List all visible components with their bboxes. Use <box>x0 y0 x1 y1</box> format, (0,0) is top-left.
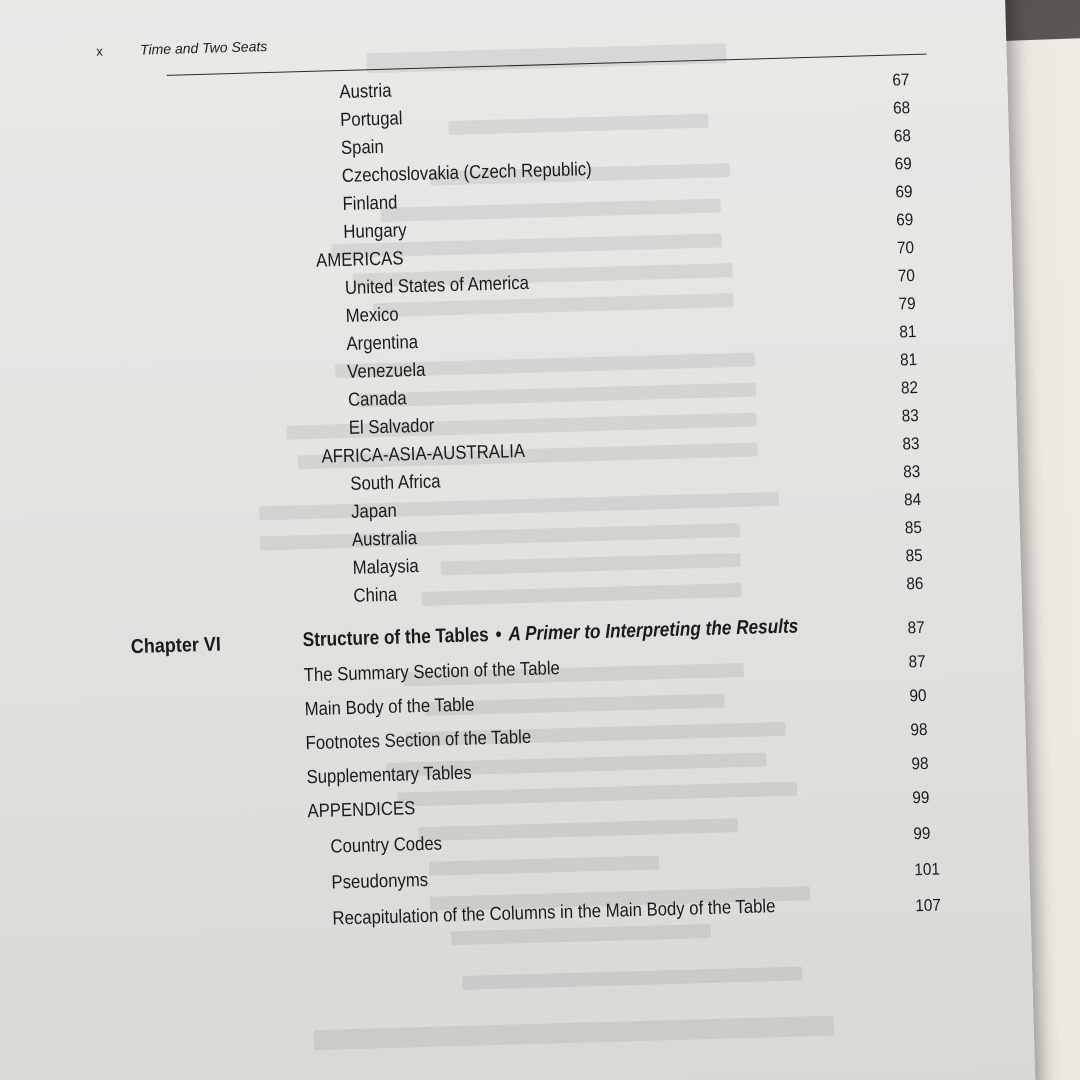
toc-page-number: 67 <box>892 70 910 90</box>
toc-entry: Australia <box>351 528 418 551</box>
chapter-title-line <box>302 615 798 652</box>
toc-page-number: 85 <box>904 517 923 538</box>
toc-page-number: 99 <box>912 787 930 808</box>
toc-entry: Pseudonyms <box>331 869 429 894</box>
toc-entry: Argentina <box>346 331 419 355</box>
toc-entry: Portugal <box>339 108 403 132</box>
chapter-label: Chapter VI <box>130 633 222 659</box>
toc-page-number: 69 <box>894 154 912 174</box>
toc-page-number: 70 <box>896 238 915 258</box>
toc-entry: Malaysia <box>352 556 419 579</box>
toc-entry: Czechoslovakia (Czech Republic) <box>341 159 592 187</box>
toc-entry: Recapitulation of the Columns in the Main Body of the Table <box>332 896 776 930</box>
toc-page-number: 69 <box>895 182 913 202</box>
toc-entry: South Africa <box>350 471 441 495</box>
toc-page-number: 81 <box>899 322 917 342</box>
toc-page-number: 69 <box>895 210 914 230</box>
toc-entry: Austria <box>339 80 392 104</box>
toc-entry: Main Body of the Table <box>304 694 475 721</box>
toc-entry: Hungary <box>343 220 407 243</box>
running-header <box>96 38 268 59</box>
toc-entry: United States of America <box>344 272 530 299</box>
toc-page-number: 81 <box>899 350 918 370</box>
toc-appendices-heading: APPENDICES <box>307 798 416 823</box>
toc-entry: Venezuela <box>346 359 426 383</box>
title-separator: • <box>495 623 502 646</box>
toc-page-number: 99 <box>913 823 931 844</box>
toc-page-number: 79 <box>898 294 916 314</box>
toc-page-number: 98 <box>910 719 928 740</box>
toc-page-number: 68 <box>892 98 911 118</box>
toc-entry: Footnotes Section of the Table <box>305 726 532 755</box>
header-running-title: Time and Two Seats <box>139 38 268 58</box>
toc-page-number: 87 <box>908 651 926 672</box>
toc-entry: Supplementary Tables <box>306 762 472 789</box>
chapter-title: Structure of the Tables <box>302 624 490 652</box>
toc-region-heading: AFRICA-ASIA-AUSTRALIA <box>321 440 526 468</box>
toc-entry: Spain <box>340 136 385 160</box>
toc-page-number: 101 <box>914 859 941 880</box>
toc-entry: El Salvador <box>348 415 435 439</box>
toc-entry: China <box>353 584 398 607</box>
toc-entry: Canada <box>347 388 407 411</box>
toc-page-number: 85 <box>905 545 923 566</box>
toc-page-number: 86 <box>906 573 924 594</box>
header-rule <box>167 54 927 76</box>
toc-entry: Country Codes <box>330 833 443 858</box>
chapter-subtitle: A Primer to Interpreting the Results <box>508 615 799 646</box>
toc-entry: Mexico <box>345 304 399 327</box>
toc-page-number: 107 <box>915 895 942 916</box>
toc-page-number: 90 <box>909 685 927 706</box>
toc-page-number: 84 <box>903 489 922 510</box>
toc-page-number: 82 <box>900 377 919 398</box>
toc-entry: Japan <box>350 500 398 523</box>
toc-entry: Finland <box>342 192 398 215</box>
toc-region-heading: AMERICAS <box>315 248 404 272</box>
toc-page-number: 83 <box>902 461 921 482</box>
toc-page-number: 83 <box>902 433 920 454</box>
header-page-number: x <box>95 43 103 59</box>
toc-page-number: 98 <box>911 753 929 774</box>
toc-entry: The Summary Section of the Table <box>303 658 561 687</box>
toc-page-number: 68 <box>893 126 912 146</box>
chapter-page-number: 87 <box>907 617 925 638</box>
toc-page-number: 70 <box>897 266 916 286</box>
toc-page-number: 83 <box>901 405 919 426</box>
